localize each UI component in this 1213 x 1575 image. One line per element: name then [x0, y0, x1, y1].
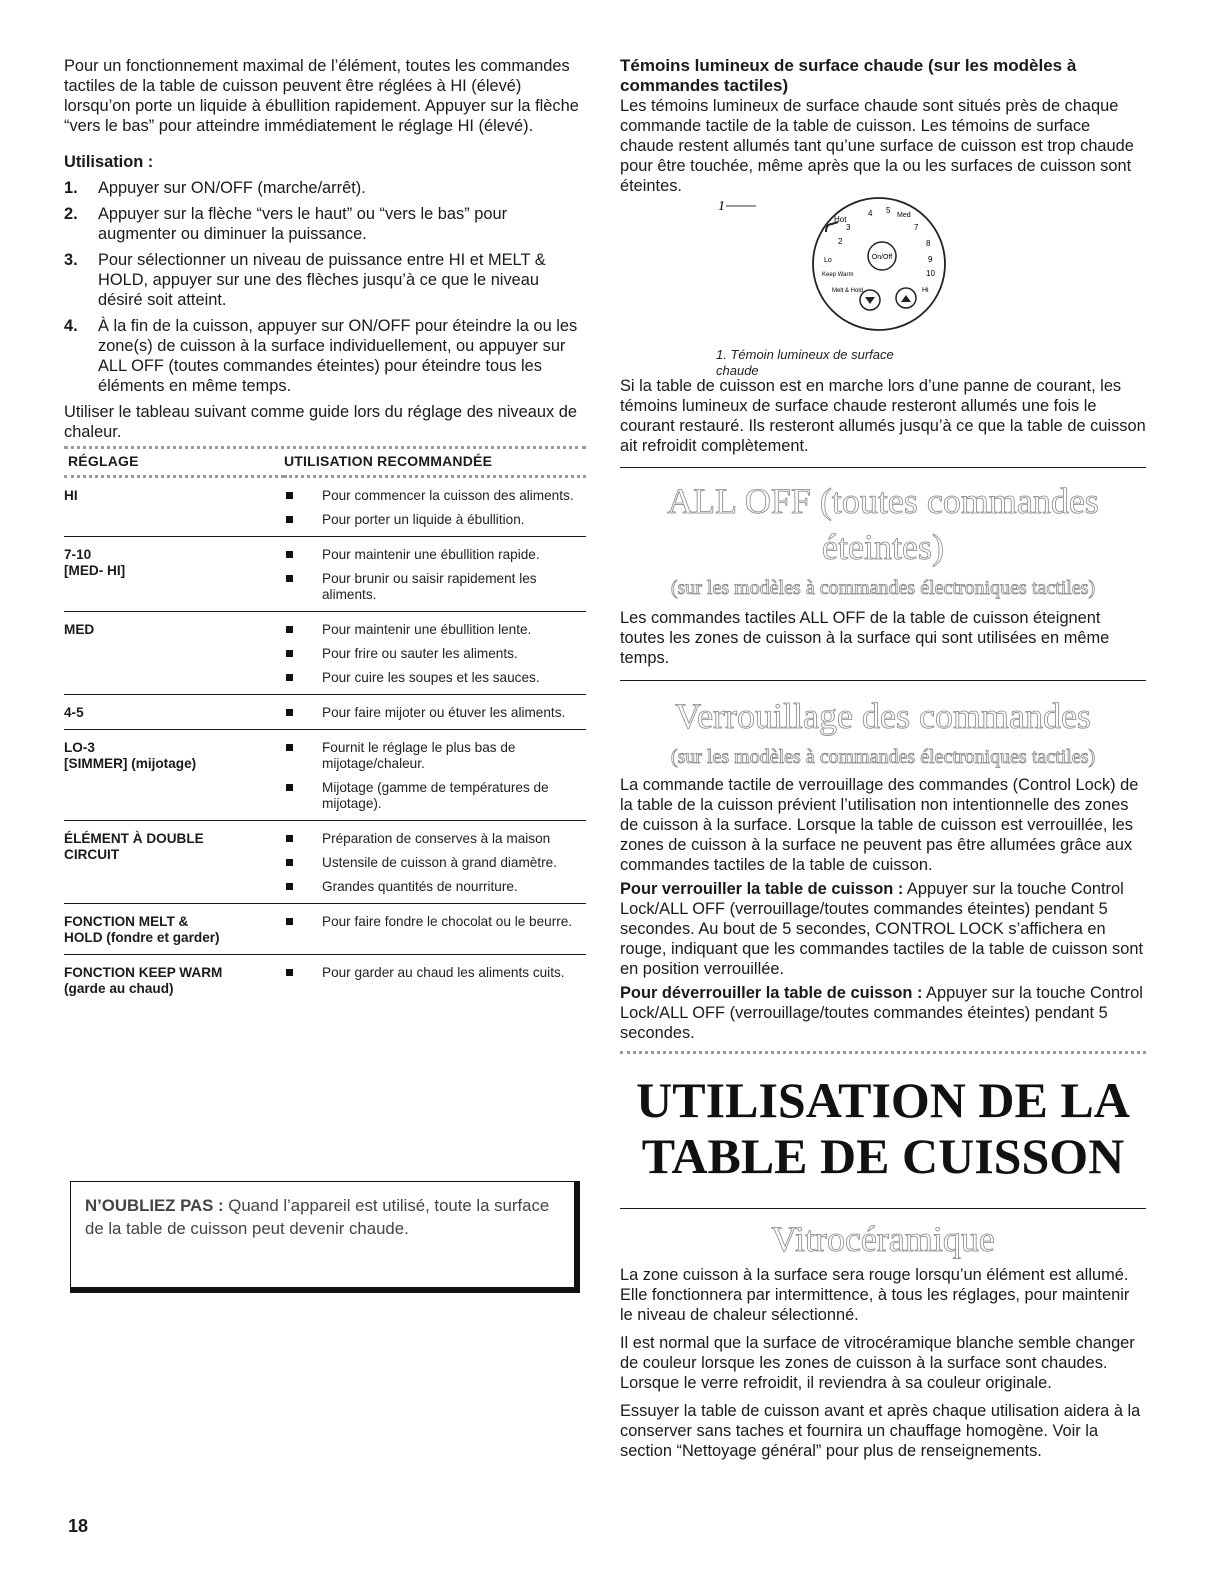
table-row — [64, 904, 586, 955]
uses-list — [284, 965, 586, 981]
setting-name: MED — [64, 612, 284, 695]
dial-label: Hot — [834, 215, 847, 224]
figure-caption: 1. Témoin lumineux de surface chaude — [716, 347, 894, 378]
table-body — [64, 477, 586, 1006]
utilisation-heading: Utilisation : — [64, 153, 154, 171]
page-number: 18 — [68, 1516, 89, 1536]
use-item: Pour garder au chaud les aliments cuits. — [284, 965, 586, 981]
table-row — [64, 537, 586, 612]
step-number: 4. — [64, 317, 78, 335]
dial-label: Med — [897, 212, 911, 219]
use-item: Pour faire fondre le chocolat ou le beurre. — [284, 914, 586, 930]
lock-lead: Pour verrouiller la table de cuisson : — [620, 880, 904, 898]
table-row — [64, 955, 586, 1006]
uses-list — [284, 705, 586, 721]
alloff-paragraph: Les commandes tactiles ALL OFF de la table de cuisson éteignent toutes les zones de cuisson à la surface qui sont utilisées en même temps. — [620, 609, 1110, 667]
step-item — [64, 204, 586, 244]
step-item — [64, 316, 586, 396]
table-intro: Utiliser le tableau suivant comme guide lors du réglage des niveaux de chaleur. — [64, 403, 577, 441]
uses-list — [284, 740, 586, 812]
vitro-paragraph-2: Il est normal que la surface de vitrocéramique blanche semble changer de couleur lorsque les zones de cuisson à la surface sont chaudes. Lorsque le verre refroidit, il reviendra à sa couleur originale. — [620, 1334, 1135, 1392]
use-item: Pour maintenir une ébullition rapide. — [284, 547, 586, 563]
uses-list — [284, 831, 586, 895]
uses-list — [284, 547, 586, 603]
setting-name: ÉLÉMENT À DOUBLE CIRCUIT — [64, 821, 284, 904]
dial-label: 5 — [886, 206, 891, 215]
dial-label: 2 — [838, 237, 843, 246]
alloff-subtitle: (sur les modèles à commandes électroniques tactiles) — [670, 577, 1096, 599]
setting-name: FONCTION KEEP WARM (garde au chaud) — [64, 965, 223, 996]
step-number: 3. — [64, 251, 78, 269]
right-column — [620, 56, 1146, 1461]
alloff-title: ALL OFF (toutes commandes éteintes) — [667, 481, 1099, 567]
setting-uses — [284, 904, 586, 955]
use-item: Fournit le réglage le plus bas de mijotage/chaleur. — [284, 740, 586, 772]
dial-label: 10 — [926, 269, 935, 278]
table-row — [64, 821, 586, 904]
step-number: 1. — [64, 179, 78, 197]
dotted-rule — [620, 1051, 1146, 1054]
unlock-text: Appuyer sur la touche Control Lock/ALL OFF (verrouillage/toutes commandes éteintes) pendant 5 secondes. — [620, 984, 1143, 1042]
section-big-title: UTILISATION DE LA — [636, 1072, 1130, 1128]
temoins-paragraph: Les témoins lumineux de surface chaude sont situés près de chaque commande tactile de la table de cuisson. Les témoins de surface chaude restent allumés tant qu’une surface de cuisson est trop chaude pour être touchée, même après que la ou les surfaces de cuisson sont éteintes. — [620, 97, 1134, 195]
section-rule — [620, 1208, 1146, 1209]
uses-list — [284, 914, 586, 930]
verrou-paragraph: La commande tactile de verrouillage des commandes (Control Lock) de la table de la cuisson prévient l’utilisation non intentionnelle des zones de cuisson à la surface. Lorsque la table de cuisson est verrouillée, les zones de cuisson à la surface ne peuvent pas être allumées grâce aux commandes tactiles de la table de cuisson. — [620, 776, 1139, 874]
panne-paragraph: Si la table de cuisson est en marche lors d’une panne de courant, les témoins lumineux de surface chaude resteront allumés une fois le courant restauré. Ils resteront allumés jusqu’à ce que la table de cuisson ait refroidit complètement. — [620, 377, 1146, 455]
table-row — [64, 730, 586, 821]
use-item: Pour maintenir une ébullition lente. — [284, 622, 586, 638]
unlock-paragraph — [620, 983, 1146, 1043]
dial-label: 8 — [926, 239, 931, 248]
setting-uses — [284, 730, 586, 821]
step-number: 2. — [64, 205, 78, 223]
step-text: Appuyer sur ON/OFF (marche/arrêt). — [98, 179, 366, 197]
step-item — [64, 250, 586, 310]
hot-surface-figure — [620, 196, 1146, 376]
setting-uses — [284, 821, 586, 904]
section-rule — [620, 467, 1146, 468]
steps-list — [64, 178, 586, 396]
setting-name: LO-3 [SIMMER] (mijotage) — [64, 730, 284, 821]
use-item: Pour frire ou sauter les aliments. — [284, 646, 586, 662]
dial-label: 3 — [846, 223, 851, 232]
table-row — [64, 477, 586, 537]
reminder-text: Quand l’appareil est utilisé, toute la surface de la table de cuisson peut devenir chaude. — [85, 1196, 550, 1238]
use-item: Pour cuire les soupes et les sauces. — [284, 670, 586, 686]
dial-label: 4 — [868, 209, 873, 218]
use-item: Pour brunir ou saisir rapidement les aliments. — [284, 571, 586, 603]
use-item: Ustensile de cuisson à grand diamètre. — [284, 855, 586, 871]
use-item: Grandes quantités de nourriture. — [284, 879, 586, 895]
callout-number: 1 — [718, 199, 725, 214]
use-item: Préparation de conserves à la maison — [284, 831, 586, 847]
intro-paragraph: Pour un fonctionnement maximal de l’élément, toutes les commandes tactiles de la table de cuisson peuvent être réglées à HI (élevé) lorsqu’on porte un liquide à ébullition rapidement. Appuyer sur la flèche “vers le bas” pour atteindre immédiatement le réglage HI (élevé). — [64, 57, 579, 135]
use-item: Pour porter un liquide à ébullition. — [284, 512, 586, 528]
vitro-paragraph-1: La zone cuisson à la surface sera rouge lorsqu’un élément est allumé. Elle fonctionnera par intermittence, à tous les réglages, pour maintenir le niveau de chaleur sélectionné. — [620, 1266, 1130, 1324]
dial-label: 7 — [914, 223, 919, 232]
on-off-label: On/Off — [871, 254, 893, 261]
section-rule — [620, 680, 1146, 681]
verrou-subtitle: (sur les modèles à commandes électroniques tactiles) — [670, 746, 1096, 768]
column-header: RÉGLAGE — [64, 449, 284, 477]
temoins-heading: Témoins lumineux de surface chaude (sur les modèles à commandes tactiles) — [620, 56, 1077, 95]
lock-text: Appuyer sur la touche Control Lock/ALL OFF (verrouillage/toutes commandes éteintes) pendant 5 secondes. Au bout de 5 secondes, CONTROL LOCK s’affichera en rouge, indiquant que les commandes tactiles de la table de cuisson sont en position verrouillée. — [620, 880, 1144, 978]
step-item — [64, 178, 586, 198]
table-row — [64, 612, 586, 695]
use-item: Pour commencer la cuisson des aliments. — [284, 488, 586, 504]
setting-uses — [284, 612, 586, 695]
vitro-title: Vitrocéramique — [771, 1219, 995, 1259]
setting-name: FONCTION MELT & HOLD (fondre et garder) — [64, 904, 284, 955]
step-text: À la fin de la cuisson, appuyer sur ON/OFF pour éteindre la ou les zone(s) de cuisson à la surface individuellement, ou appuyer sur ALL OFF (toutes commandes éteintes) pour éteindre tous les éléments en même temps. — [98, 317, 578, 395]
uses-list — [284, 488, 586, 528]
section-big-title: TABLE DE CUISSON — [641, 1128, 1125, 1184]
verrou-title: Verrouillage des commandes — [675, 696, 1091, 736]
dial-label: Melt & Hold — [832, 288, 864, 294]
dial-label: Hi — [922, 287, 929, 294]
uses-list — [284, 622, 586, 686]
setting-uses — [284, 537, 586, 612]
settings-table — [64, 449, 586, 1005]
dial-label: 9 — [928, 255, 933, 264]
control-dial-diagram — [620, 196, 1146, 342]
step-text: Appuyer sur la flèche “vers le haut” ou “vers le bas” pour augmenter ou diminuer la puissance. — [98, 205, 508, 243]
use-item: Pour faire mijoter ou étuver les aliments. — [284, 705, 586, 721]
dial-label: Keep Warm — [822, 272, 854, 278]
unlock-lead: Pour déverrouiller la table de cuisson : — [620, 984, 923, 1002]
setting-uses — [284, 477, 586, 537]
setting-uses — [284, 955, 586, 1006]
vitro-paragraph-3: Essuyer la table de cuisson avant et après chaque utilisation aidera à la conserver sans taches et fournira un chauffage homogène. Voir la section “Nettoyage général” pour plus de renseignements. — [620, 1402, 1141, 1460]
setting-name: 4-5 — [64, 695, 284, 730]
dial-label: Lo — [824, 257, 832, 264]
step-text: Pour sélectionner un niveau de puissance entre HI et MELT & HOLD, appuyer sur une des flèches jusqu’à ce que le niveau désiré soit atteint. — [98, 251, 546, 309]
reminder-box — [70, 1181, 580, 1293]
setting-uses — [284, 695, 586, 730]
left-column — [64, 56, 586, 1005]
use-item: Mijotage (gamme de températures de mijotage). — [284, 780, 586, 812]
lock-paragraph — [620, 879, 1146, 979]
reminder-lead: N’OUBLIEZ PAS : — [85, 1196, 224, 1215]
table-row — [64, 695, 586, 730]
setting-name: HI — [64, 477, 284, 537]
column-header: UTILISATION RECOMMANDÉE — [284, 449, 586, 477]
setting-name: 7-10 [MED- HI] — [64, 537, 284, 612]
